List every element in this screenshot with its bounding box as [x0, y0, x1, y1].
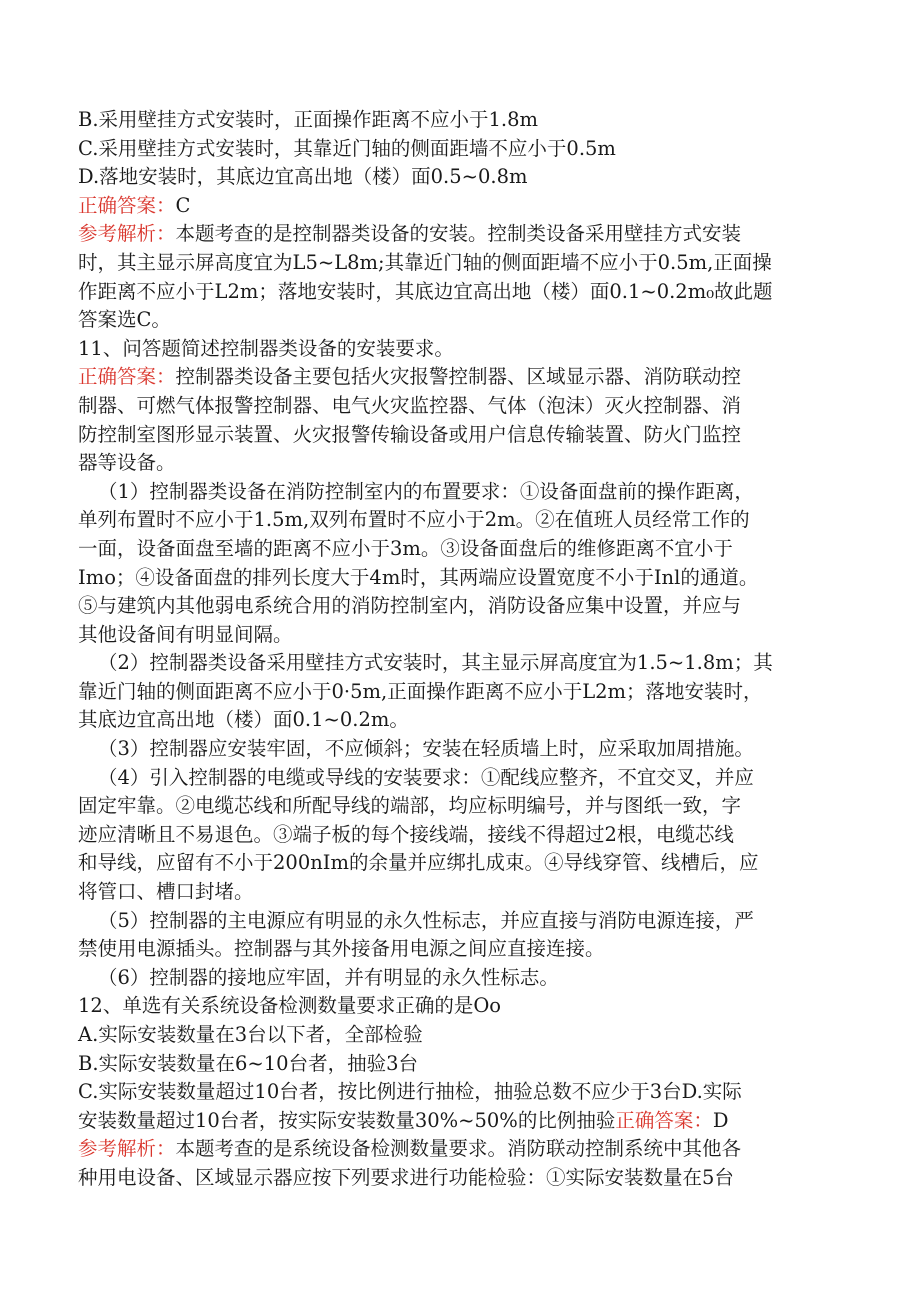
text-line: 靠近门轴的侧面距离不应小于0·5m,正面操作距离不应小于L2m；落地安装时， — [78, 679, 763, 703]
answer-label: 正确答案： — [78, 193, 176, 217]
document-page — [78, 106, 838, 1193]
option-c: C.实际安装数量超过10台者，按比例进行抽检，抽验总数不应少于3台D.实际 — [78, 1080, 742, 1104]
item-5: （5）控制器的主电源应有明显的永久性标志，并应直接与消防电源连接，严 — [98, 908, 754, 932]
item-2: （2）控制器类设备采用壁挂方式安装时，其主显示屏高度宜为1.5~1.8m；其 — [98, 651, 773, 675]
item-4: （4）引入控制器的电缆或导线的安装要求：①配线应整齐，不宜交叉，并应 — [98, 765, 754, 789]
answer-line-q10 — [78, 192, 838, 221]
text-line: 固定牢靠。②电缆芯线和所配导线的端部，均应标明编号，并与图纸一致，字 — [78, 794, 742, 818]
text-line: 禁使用电源插头。控制器与其外接备用电源之间应直接连接。 — [78, 937, 605, 961]
answer-line-q11 — [78, 363, 838, 392]
answer-text: 控制器类设备主要包括火灾报警控制器、区域显示器、消防联动控 — [175, 365, 742, 389]
text-line: 一面，设备面盘至墙的距离不应小于3m。③设备面盘后的维修距离不宜小于 — [78, 536, 733, 560]
question-11: 11、问答题简述控制器类设备的安装要求。 — [78, 336, 454, 360]
text-line: 防控制室图形显示装置、火灾报警传输设备或用户信息传输装置、防火门监控 — [78, 422, 742, 446]
analysis-text: 本题考查的是控制器类设备的安装。控制类设备采用壁挂方式安装 — [175, 222, 742, 246]
text-line: 制器、可燃气体报警控制器、电气火灾监控器、气体（泡沫）灭火控制器、消 — [78, 393, 742, 417]
analysis-label: 参考解析： — [78, 1137, 176, 1161]
item-6: （6）控制器的接地应牢固，并有明显的永久性标志。 — [98, 965, 559, 989]
text-line: 迹应清晰且不易退色。③端子板的每个接线端，接线不得超过2根，电缆芯线 — [78, 822, 734, 846]
answer-label: 正确答案： — [615, 1108, 713, 1132]
item-3: （3）控制器应安装牢固，不应倾斜；安装在轻质墙上时，应采取加周措施。 — [98, 737, 754, 761]
text-line: 和导线，应留有不小于200nIm的余量并应绑扎成束。④导线穿管、线槽后，应 — [78, 851, 759, 875]
answer-value: C — [175, 193, 191, 217]
text-line: 种用电设备、区域显示器应按下列要求进行功能检验：①实际安装数量在5台 — [78, 1165, 734, 1189]
analysis-label: 参考解析： — [78, 222, 176, 246]
text-line: 答案选C。 — [78, 308, 171, 332]
text-line: 器等设备。 — [78, 451, 176, 475]
analysis-line — [78, 220, 838, 249]
text-line: 作距离不应小于L2m；落地安装时，其底边宜高出地（楼）面0.1~0.2m₀故此题 — [78, 279, 773, 303]
text-line: 单列布置时不应小于1.5m,双列布置时不应小于2m。②在值班人员经常工作的 — [78, 508, 750, 532]
option-a: A.实际安装数量在3台以下者，全部检验 — [78, 1023, 423, 1046]
item-1: （1）控制器类设备在消防控制室内的布置要求：①设备面盘前的操作距离， — [98, 479, 754, 503]
option-d: D.落地安装时，其底边宜高出地（楼）面0.5~0.8m — [78, 165, 528, 189]
option-b: B.实际安装数量在6~10台者，抽验3台 — [78, 1051, 418, 1075]
text-line: 将管口、槽口封堵。 — [78, 880, 254, 904]
text-line: 其底边宜高出地（楼）面0.1~0.2m。 — [78, 708, 409, 732]
option-b: B.采用壁挂方式安装时，正面操作距离不应小于1.8m — [78, 108, 539, 131]
text-line: 时，其主显示屏高度宜为L5~L8m;其靠近门轴的侧面距墙不应小于0.5m,正面操 — [78, 250, 772, 274]
answer-label: 正确答案： — [78, 365, 176, 389]
text-line: ⑤与建筑内其他弱电系统合用的消防控制室内，消防设备应集中设置，并应与 — [78, 594, 742, 618]
answer-value: D — [712, 1108, 729, 1132]
question-12: 12、单选有关系统设备检测数量要求正确的是Oo — [78, 994, 502, 1018]
text-line: 其他设备间有明显间隔。 — [78, 622, 293, 646]
option-d-answer-line — [78, 1107, 838, 1136]
analysis-text: 本题考查的是系统设备检测数量要求。消防联动控制系统中其他各 — [175, 1137, 742, 1161]
text-line: Imo；④设备面盘的排列长度大于4m时，其两端应设置宽度不小于Inl的通道。 — [78, 565, 759, 589]
option-c: C.采用壁挂方式安装时，其靠近门轴的侧面距墙不应小于0.5m — [78, 136, 616, 160]
option-d-text: 安装数量超过10台者，按实际安装数量30%~50%的比例抽验 — [78, 1108, 616, 1132]
analysis-line — [78, 1135, 838, 1164]
